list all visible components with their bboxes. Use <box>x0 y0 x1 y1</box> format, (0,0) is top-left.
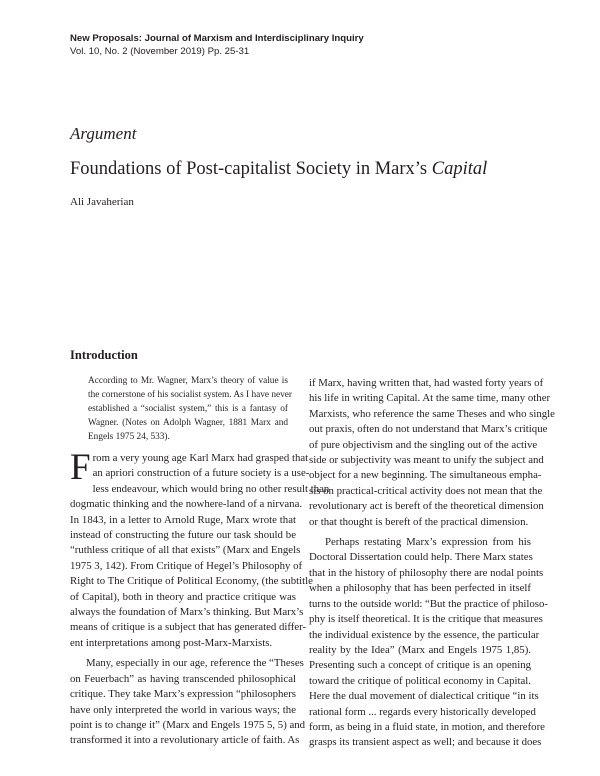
body-line: Right to The Critique of Political Economy, (the subtitle <box>70 575 313 588</box>
section-label: Argument <box>70 124 137 143</box>
epigraph-line: established a “socialist system,” this is a fantasy of <box>88 404 288 415</box>
body-line: critique. They take Marx’s expression “philosophers <box>70 688 296 701</box>
body-line: of Capital), both in theory and practice critique was <box>70 590 296 603</box>
body-line: 1975 3, 142). From Critique of Hegel’s Philosophy of <box>70 559 303 572</box>
epigraph <box>88 374 292 444</box>
body-line: revolutionary act is bereft of the theoretical dimension <box>309 500 544 513</box>
body-line: object for a new beginning. The simultaneous empha- <box>309 469 542 482</box>
right-column <box>309 376 555 751</box>
body-line: Perhaps restating Marx’s expression from his <box>325 536 531 549</box>
paragraph-1 <box>70 447 330 651</box>
body-line: ent interpretations among post-Marx-Marxists. <box>70 636 273 649</box>
article-title-italic: Capital <box>431 159 488 179</box>
body-line: of pure objectivism and the singling out of the active <box>309 438 538 451</box>
body-line: that in the history of philosophy there are nodal points <box>309 566 544 579</box>
body-line: always the foundation of Marx’s thinking. But Marx’s <box>70 606 304 619</box>
body-line: side or subjectivity was meant to unify the subject and <box>309 454 544 467</box>
body-line: the individual existence by the essence, the particular <box>309 628 540 641</box>
article-title <box>70 159 487 180</box>
journal-issue: Vol. 10, No. 2 (November 2019) Pp. 25-31 <box>70 46 250 57</box>
paragraph-2 <box>70 656 306 748</box>
body-line: sis on practical-critical activity does not mean that the <box>309 484 543 497</box>
body-line: less endeavour, which would bring no other result than <box>92 482 330 495</box>
body-line: dogmatic thinking and the nowhere-land of a nirvana. <box>70 498 303 511</box>
body-line: rational form ... regards every historically developed <box>309 705 536 718</box>
body-line: Here the dual movement of dialectical critique “in its <box>309 690 539 703</box>
body-line: grasps its transient aspect as well; and because it does <box>309 736 542 749</box>
body-line: have only interpreted the world in various ways; the <box>70 703 296 716</box>
body-line: or that thought is bereft of the practical dimension. <box>309 515 529 528</box>
section-heading: Introduction <box>70 348 138 362</box>
body-line: form, as being in a fluid state, in motion, and therefore <box>309 720 545 733</box>
article-title-main: Foundations of Post-capitalist Society in Marx’s <box>70 159 432 179</box>
body-line: Marxists, who reference the same Theses and who single <box>309 407 555 420</box>
epigraph-line: According to Mr. Wagner, Marx’s theory of value is <box>88 376 288 386</box>
body-line: In 1843, in a letter to Arnold Ruge, Marx wrote that <box>70 513 296 526</box>
body-line: means of critique is a subject that has generated differ- <box>70 621 307 634</box>
body-line: if Marx, having written that, had wasted forty years of <box>309 377 544 389</box>
body-line: rom a very young age Karl Marx had grasped that <box>92 452 309 464</box>
body-line: point is to change it” (Marx and Engels 1975 5, 5) and <box>70 718 306 731</box>
paragraph-4 <box>309 535 548 751</box>
body-line: Many, especially in our age, reference the “Theses <box>86 657 304 670</box>
body-line: reality by the Idea” (Marx and Engels 1975 1,85). <box>309 643 531 656</box>
epigraph-line: the cornerstone of his socialist system. As I have never <box>88 390 292 401</box>
body-line: turns to the outside world: “But the practice of philoso- <box>309 597 548 610</box>
body-line: his life in writing Capital. At the same time, many other <box>309 392 551 405</box>
drop-cap: F <box>70 447 91 488</box>
body-line: phy is itself theoretical. It is the critique that measures <box>309 613 543 626</box>
body-line: transformed it into a revolutionary article of faith. As <box>70 734 300 747</box>
body-line: out praxis, often do not understand that Marx’s critique <box>309 423 548 436</box>
body-line: on Feuerbach” as having transcended philosophical <box>70 672 296 685</box>
left-column <box>70 447 330 749</box>
body-line: Doctoral Dissertation could help. There Marx states <box>309 551 533 564</box>
body-line: when a philosophy that has been perfected in itself <box>309 582 531 595</box>
body-line: an apriori construction of a future society is a use- <box>92 467 310 480</box>
journal-header <box>70 32 364 58</box>
paragraph-3 <box>309 376 555 530</box>
body-line: “ruthless critique of all that exists” (Marx and Engels <box>70 544 301 557</box>
epigraph-line: Engels 1975 24, 533). <box>88 432 170 443</box>
body-line: instead of constructing the future our task should be <box>70 529 296 542</box>
epigraph-line: Wagner. (Notes on Adolph Wagner, 1881 Marx and <box>88 418 288 429</box>
author-name: Ali Javaherian <box>70 196 134 208</box>
body-line: Presenting such a concept of critique is an opening <box>309 659 531 672</box>
journal-title: New Proposals: Journal of Marxism and Interdisciplinary Inquiry <box>70 33 364 44</box>
body-line: toward the critique of political economy in Capital. <box>309 674 531 687</box>
